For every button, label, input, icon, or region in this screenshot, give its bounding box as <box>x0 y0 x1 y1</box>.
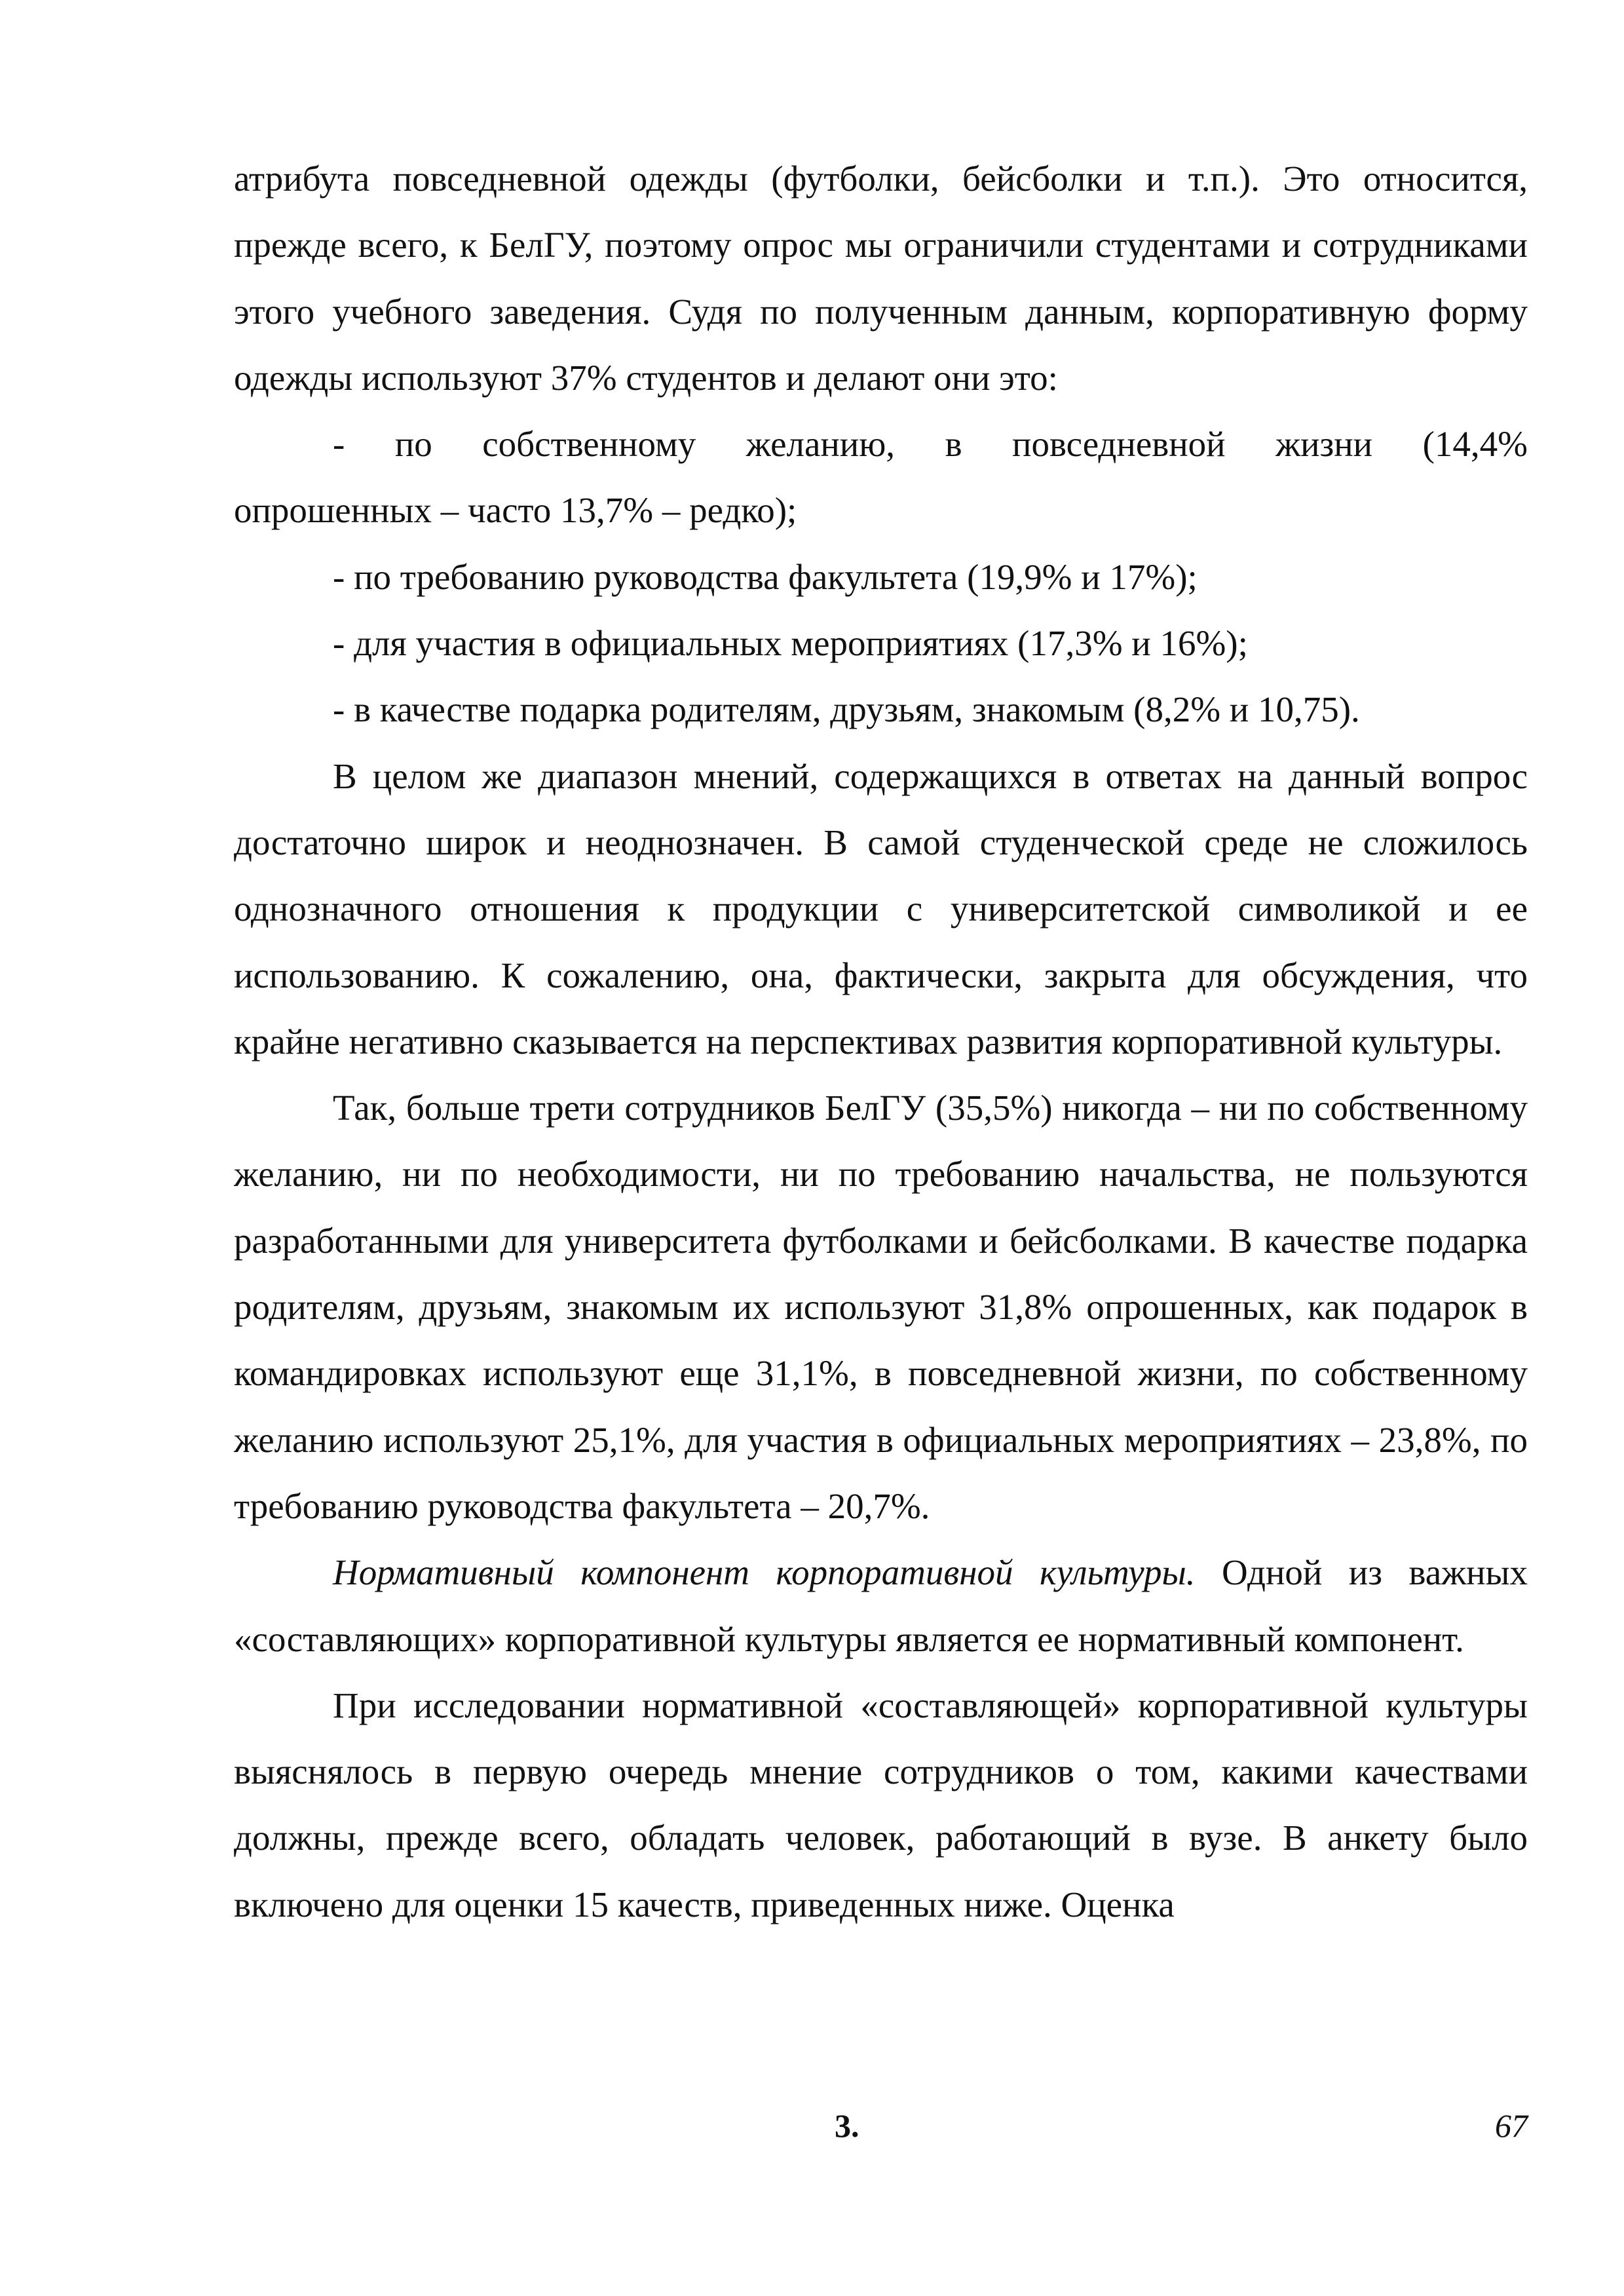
paragraph-research-qualities: При исследовании нормативной «составляющей» корпоративной культуры выяснялось в первую очередь мнение сотрудников о том, какими качествами должны, прежде всего, обладать человек, работающий в вузе. В анкету было включено для оценки 15 качеств, приведенных ниже. Оценка <box>234 1685 1528 1924</box>
list-item-official-events: - для участия в официальных мероприятиях (17,3% и 16%); <box>333 623 1248 664</box>
document-body <box>234 145 1528 1938</box>
paragraph-opinions-range: В целом же диапазон мнений, содержащихся в ответах на данный вопрос достаточно широк и неоднозначен. В самой студенческой среде не сложилось однозначного отношения к продукции с университетской символикой и ее использованию. К сожалению, она, фактически, закрыта для обсуждения, что крайне негативно сказывается на перспективах развития корпоративной культуры. <box>234 756 1528 1062</box>
paragraph-employees-usage: Так, больше трети сотрудников БелГУ (35,5%) никогда – ни по собственному желанию, ни по необходимости, ни по требованию начальства, не пользуются разработанными для университета футболками и бейсболками. В качестве подарка родителям, друзьям, знакомым их используют 31,8% опрошенных, как подарок в командировках используют еще 31,1%, в повседневной жизни, по собственному желанию используют 25,1%, для участия в официальных мероприятиях – 23,8%, по требованию руководства факультета – 20,7%. <box>234 1088 1528 1526</box>
page-footer <box>234 2107 1528 2159</box>
paragraph-normative-component <box>234 1539 1528 1672</box>
section-number: 3. <box>835 2107 859 2144</box>
list-item-gifts: - в качестве подарка родителям, друзьям, знакомым (8,2% и 10,75). <box>333 689 1360 730</box>
page-number: 67 <box>1495 2107 1528 2144</box>
list-item-faculty-requirement: - по требованию руководства факультета (19,9% и 17%); <box>333 556 1198 597</box>
paragraph-clothing-attribute: атрибута повседневной одежды (футболки, бейсболки и т.п.). Это относится, прежде всего, к БелГУ, поэтому опрос мы ограничили студентами и сотрудниками этого учебного заведения. Судя по полученным данным, корпоративную форму одежды используют 37% студентов и делают они это: <box>234 159 1528 398</box>
list-item-own-desire-continued: опрошенных – часто 13,7% – редко); <box>234 490 797 531</box>
section-title-normative: Нормативный компонент корпоративной культуры. <box>333 1552 1196 1593</box>
list-item-own-desire: - по собственному желанию, в повседневной жизни (14,4% <box>333 424 1528 465</box>
paragraph-normative-text: Одной из важных «составляющих» корпоративной культуры является ее нормативный компонент. <box>234 1552 1528 1659</box>
